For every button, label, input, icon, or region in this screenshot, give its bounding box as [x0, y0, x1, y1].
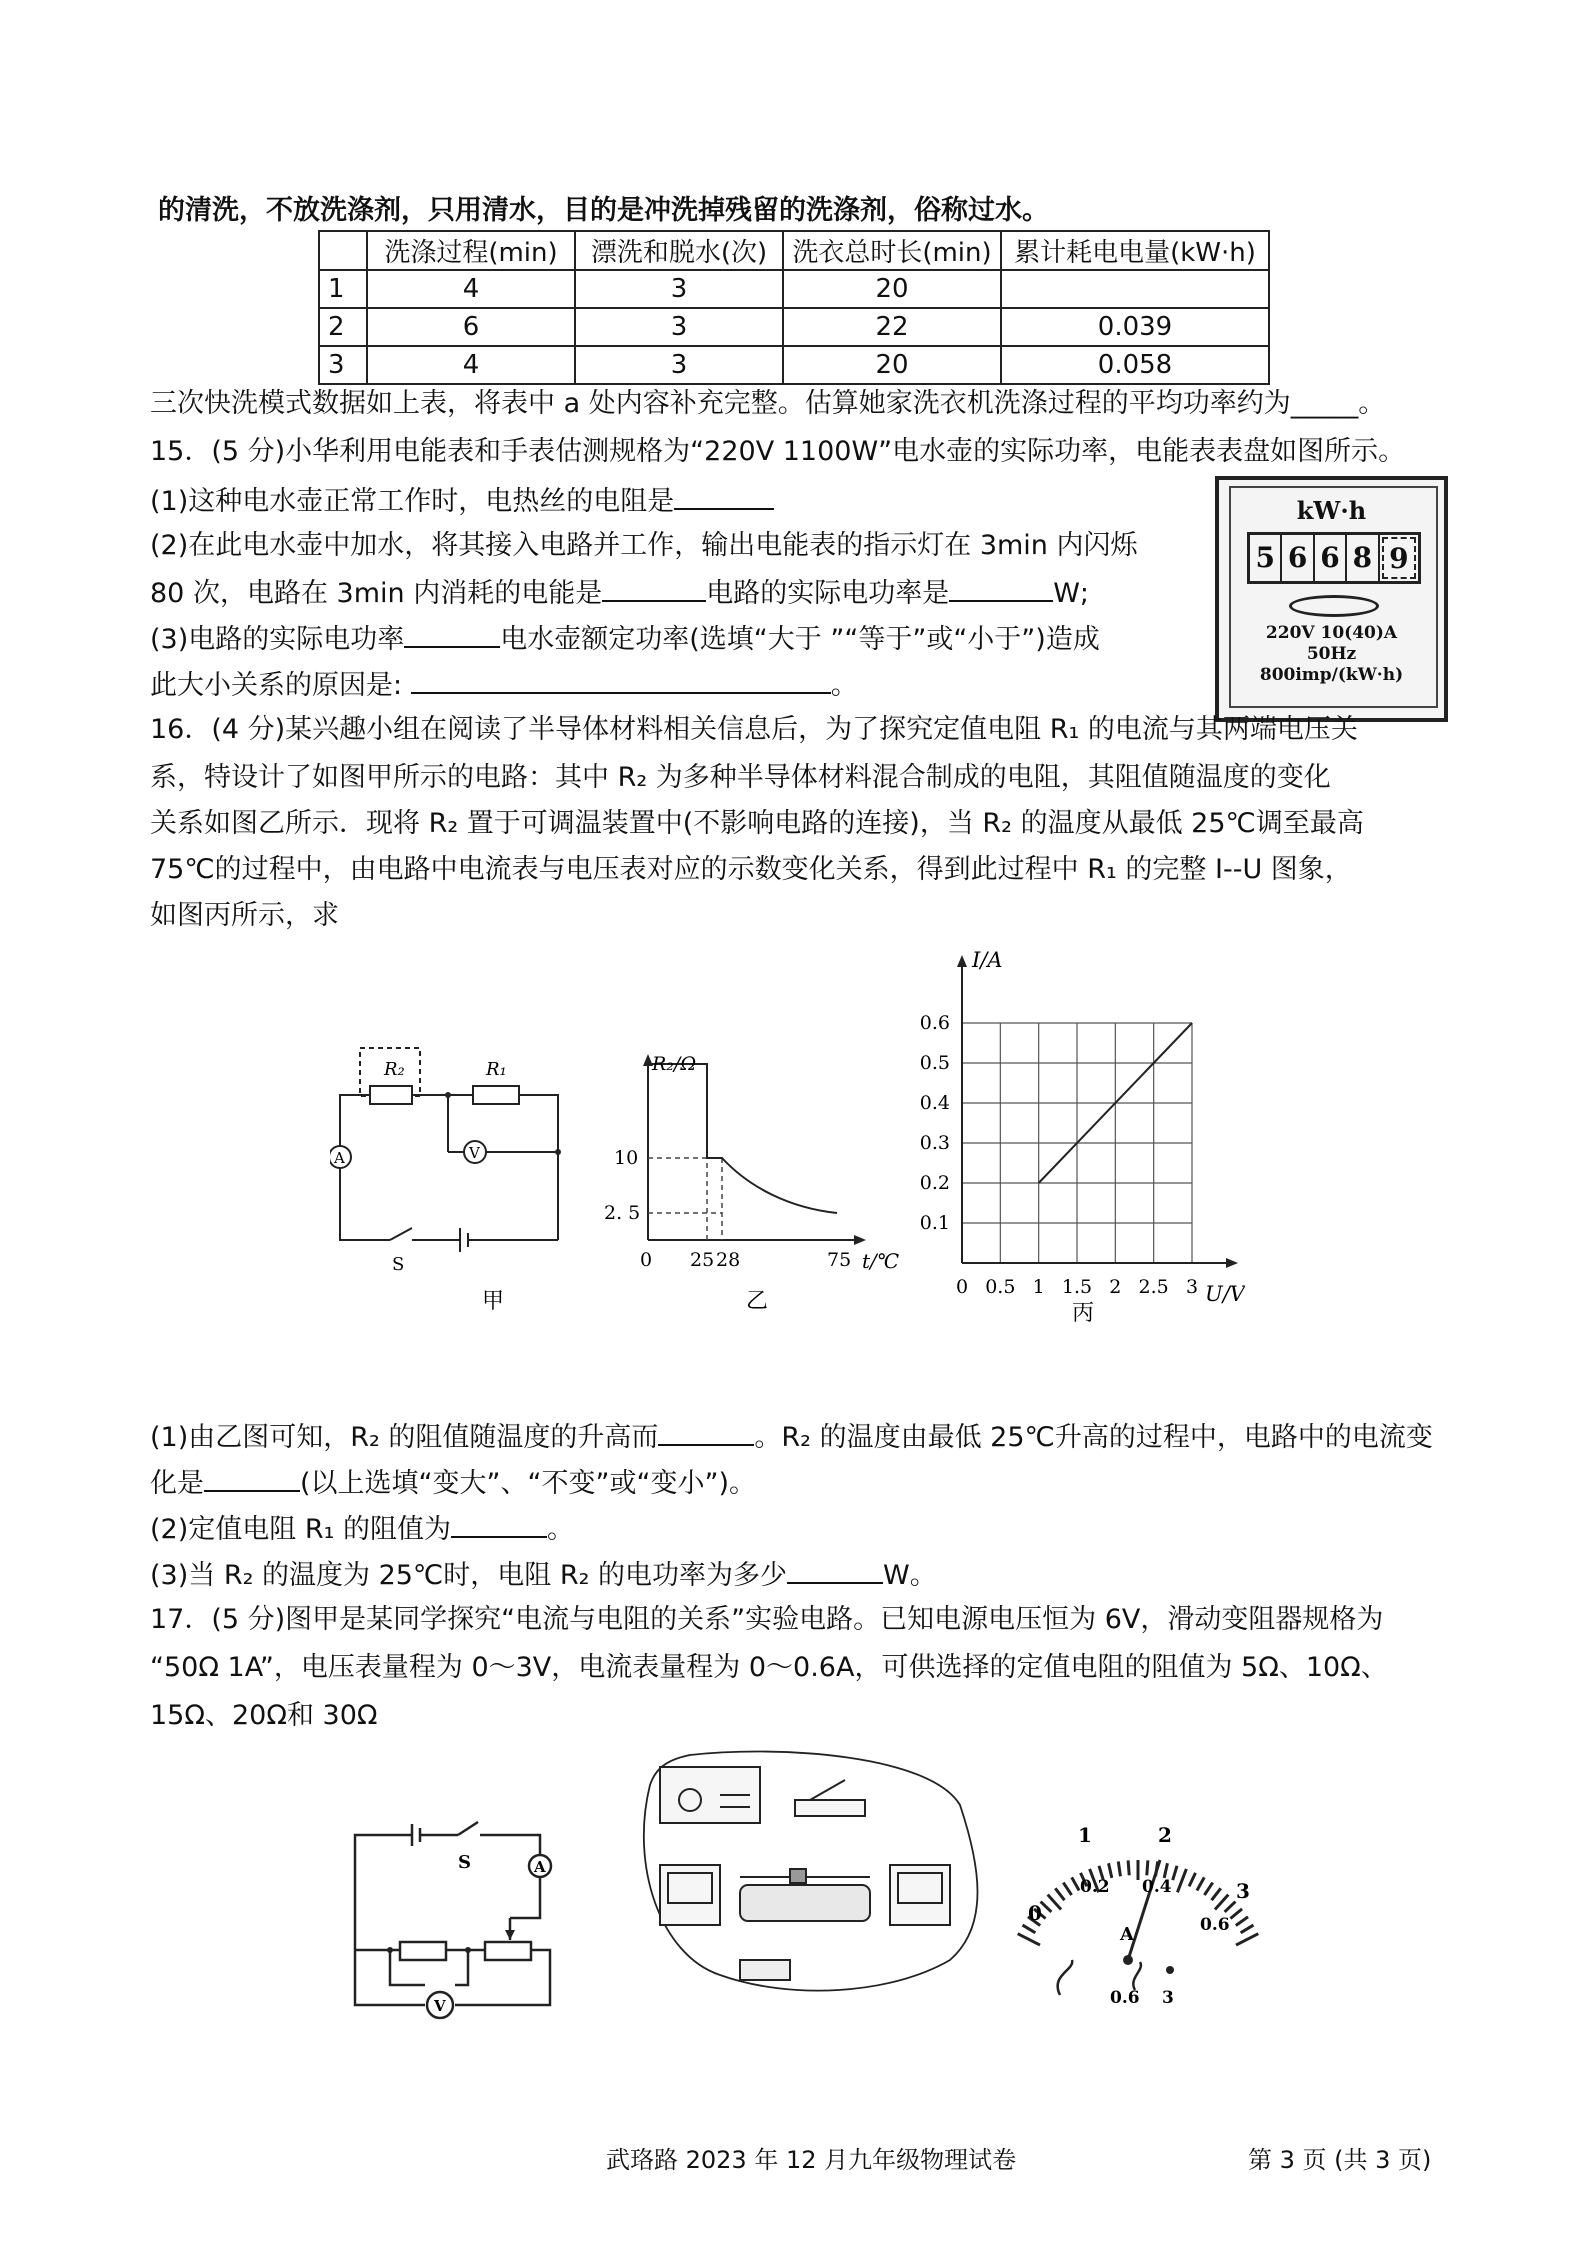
x-tick-label: 0.5	[985, 1276, 1016, 1298]
switch-label: S	[458, 1852, 471, 1873]
dial-tick	[1189, 1873, 1195, 1887]
figure-caption: 乙	[746, 1289, 769, 1314]
answer-blank[interactable]	[411, 666, 831, 694]
figure-caption: 丙	[1071, 1301, 1095, 1326]
table-row	[319, 308, 1269, 346]
table-row	[319, 346, 1269, 384]
terminal-label: 0.6	[1110, 1988, 1140, 2008]
answer-blank[interactable]	[204, 1464, 300, 1492]
dial-outer-label: 1	[1078, 1823, 1092, 1847]
q16-answer2	[150, 1510, 574, 1548]
q16-line3: 关系如图乙所示．现将 R₂ 置于可调温装置中(不影响电路的连接)，当 R₂ 的温度从最低 25℃调至最高	[150, 808, 1364, 839]
q16-line4: 75℃的过程中，由电路中电流表与电压表对应的示数变化关系，得到此过程中 R₁ 的完整 I--U 图象，	[150, 854, 1352, 885]
q15-part2a: (2)在此电水壶中加水，将其接入电路并工作，输出电能表的指示灯在 3min 内闪烁	[150, 530, 1138, 561]
dial-tick	[1204, 1883, 1212, 1895]
table-cell: 3	[575, 270, 783, 308]
dial-outer-label: 2	[1158, 1823, 1172, 1847]
q15-part3a	[150, 620, 1100, 658]
dial-outer-label: 3	[1236, 1879, 1250, 1903]
dial-tick	[1212, 1888, 1221, 1900]
q15-part3b-text2: 。	[830, 670, 858, 701]
y-axis-arrow	[957, 955, 967, 967]
dial-tick	[1197, 1877, 1204, 1890]
table-cell: 20	[783, 346, 1001, 384]
x-tick: 28	[716, 1249, 741, 1271]
answer-blank[interactable]	[949, 574, 1053, 602]
table-header-cell: 漂洗和脱水(次)	[575, 231, 783, 270]
q15-part2b-text3: W;	[1053, 578, 1089, 609]
answer-blank[interactable]	[787, 1556, 883, 1584]
meter-digit: 5	[1250, 535, 1282, 581]
r1-resistor	[473, 1086, 519, 1104]
table-cell	[1001, 270, 1269, 308]
q15-part3b	[150, 666, 858, 704]
ammeter-label: A	[534, 1858, 546, 1876]
table-cell: 20	[783, 270, 1001, 308]
answer-blank[interactable]	[658, 1418, 754, 1446]
dial-inner-label: 0.6	[1200, 1915, 1230, 1935]
dial-tick	[1063, 1883, 1071, 1895]
y-tick-label: 0.1	[919, 1212, 950, 1234]
x-tick-label: 1	[1032, 1276, 1045, 1298]
r2-curve	[648, 1064, 837, 1213]
q16-answer1b	[150, 1464, 756, 1502]
meter-digit: 8	[1347, 535, 1379, 581]
table-cell: 3	[319, 346, 367, 384]
switch-label: S	[392, 1254, 405, 1275]
y-tick-label: 0.6	[919, 1012, 950, 1034]
x-axis-label: U/V	[1205, 1282, 1245, 1306]
dial-tick	[1118, 1861, 1120, 1876]
ammeter-needle	[1128, 1860, 1160, 1960]
voltmeter-label: V	[469, 1144, 480, 1162]
q16-answer3	[150, 1556, 937, 1594]
r2-resistor	[370, 1086, 412, 1104]
q15-part3b-text1: 此大小关系的原因是:	[150, 670, 403, 701]
meter-spec-constant: 800imp/(kW·h)	[1259, 665, 1404, 685]
dial-tick	[1018, 1934, 1040, 1945]
rheostat-device	[740, 1885, 870, 1921]
x-tick-label: 2	[1109, 1276, 1122, 1298]
dial-tick	[1164, 1863, 1167, 1878]
dial-tick	[1215, 1895, 1228, 1910]
y-tick-label: 0.4	[919, 1092, 950, 1114]
table-cell: 0.058	[1001, 346, 1269, 384]
rheostat-slider	[790, 1869, 806, 1883]
table-cell: 2	[319, 308, 367, 346]
q16-answer1b-text2: (以上选填“变大”、“不变”或“变小”)。	[300, 1468, 756, 1499]
q16-answer3-text2: W。	[883, 1560, 937, 1591]
q16-answer1-text1: (1)由乙图可知，R₂ 的阻值随温度的升高而	[150, 1422, 659, 1453]
footer-title: 武珞路 2023 年 12 月九年级物理试卷	[606, 2146, 1017, 2174]
table-cell: 3	[575, 346, 783, 384]
meter-spec-rating: 220V 10(40)A	[1265, 623, 1398, 643]
graph-yi	[590, 1040, 920, 1320]
dial-unit-label: A	[1120, 1924, 1134, 1945]
q17-equipment-illustration	[630, 1745, 990, 2015]
x-tick: 0	[640, 1249, 653, 1271]
meter-digits	[1247, 532, 1421, 584]
q16-answer2-text2: 。	[547, 1514, 574, 1545]
switch-base	[795, 1800, 865, 1816]
q16-answer1b-text1: 化是	[150, 1468, 204, 1499]
dial-tick	[1048, 1895, 1061, 1910]
q15-part3a-text2: 电水壶额定功率(选填“大于 ”“等于”或“小于”)造成	[500, 624, 1100, 655]
x-tick-label: 1.5	[1061, 1276, 1093, 1298]
dial-tick	[1230, 1909, 1242, 1919]
ammeter-label: A	[334, 1149, 345, 1167]
r2-label: R₂	[384, 1059, 405, 1080]
x-tick: 75	[827, 1249, 852, 1271]
dial-tick	[1241, 1925, 1254, 1933]
q15-part3a-text1: (3)电路的实际电功率	[150, 624, 405, 655]
table-cell: 4	[367, 270, 575, 308]
ammeter-dial	[1010, 1820, 1270, 2020]
answer-blank[interactable]	[404, 620, 500, 648]
y-tick-label: 0.2	[919, 1172, 950, 1194]
q16-line1: 16．(4 分)某兴趣小组在阅读了半导体材料相关信息后，为了探究定值电阻 R₁ 的电流与其两端电压关	[150, 714, 1358, 745]
voltmeter-label: V	[434, 1997, 446, 2015]
q17-line3: 15Ω、20Ω和 30Ω	[150, 1700, 378, 1731]
q17-circuit-diagram	[350, 1810, 580, 2030]
meter-digit: 6	[1315, 535, 1347, 581]
chart-bing	[905, 945, 1245, 1335]
figure-caption: 甲	[482, 1289, 505, 1314]
y-axis-label: I/A	[972, 948, 1003, 972]
y-tick-label: 0.5	[919, 1052, 950, 1074]
meter-digit: 9	[1382, 537, 1416, 579]
dial-tick	[1128, 1860, 1129, 1875]
table-header-cell: 累计耗电电量(kW·h)	[1001, 231, 1269, 270]
meter-disc	[1289, 595, 1379, 617]
answer-blank[interactable]	[602, 574, 706, 602]
terminal-label: 3	[1162, 1988, 1174, 2008]
circuit-diagram-jia	[330, 1030, 580, 1340]
q16-answer2-text1: (2)定值电阻 R₁ 的阻值为	[150, 1514, 451, 1545]
dial-tick	[1225, 1902, 1236, 1912]
y-tick: 10	[614, 1147, 639, 1169]
q15-part1	[150, 482, 774, 520]
answer-blank[interactable]	[451, 1510, 547, 1538]
x-tick-label: 3	[1185, 1276, 1199, 1298]
x-axis-label: t/℃	[862, 1249, 900, 1273]
dial-outer-label: 0	[1028, 1901, 1042, 1925]
fixed-resistor	[400, 1942, 446, 1960]
q17-line1: 17．(5 分)图甲是某同学探究“电流与电阻的关系”实验电路。已知电源电压恒为 6V，滑动变阻器规格为	[150, 1604, 1384, 1635]
meter-spec-freq: 50Hz	[1306, 644, 1357, 664]
answer-blank[interactable]	[674, 482, 774, 510]
q16-answer1-text2: 。R₂ 的温度由最低 25℃升高的过程中，电路中的电流变	[754, 1422, 1433, 1453]
q15-part2b	[150, 574, 1089, 612]
x-tick-label: 2.5	[1138, 1276, 1169, 1298]
table-header-row	[319, 231, 1269, 270]
q15-part2b-text1: 80 次，电路在 3min 内消耗的电能是	[150, 578, 603, 609]
table-header-cell	[319, 231, 367, 270]
after-table-text: 三次快洗模式数据如上表，将表中 a 处内容补充完整。估算她家洗衣机洗涤过程的平均功率约为_____。	[150, 388, 1386, 419]
table-cell: 22	[783, 308, 1001, 346]
y-tick-label: 0.3	[919, 1132, 950, 1154]
q16-answer1	[150, 1418, 1433, 1456]
q16-answer3-text1: (3)当 R₂ 的温度为 25℃时，电阻 R₂ 的电功率为多少	[150, 1560, 788, 1591]
dial-tick	[1072, 1877, 1079, 1890]
table-header-cell: 洗衣总时长(min)	[783, 231, 1001, 270]
dial-tick	[1023, 1925, 1036, 1933]
table-row	[319, 270, 1269, 308]
table-cell: 6	[367, 308, 575, 346]
q15-stem: 15．(5 分)小华利用电能表和手表估测规格为“220V 1100W”电水壶的实际功率，电能表表盘如图所示。	[150, 436, 1406, 467]
dial-tick	[1236, 1934, 1258, 1945]
r1-label: R₁	[486, 1059, 507, 1080]
dial-tick	[1055, 1888, 1064, 1900]
dial-inner-label: 0.4	[1142, 1877, 1172, 1897]
table-header-cell: 洗涤过程(min)	[367, 231, 575, 270]
page-number: 第 3 页 (共 3 页)	[1248, 2146, 1432, 2174]
x-tick: 25	[690, 1249, 715, 1271]
q16-line2: 系，特设计了如图甲所示的电路：其中 R₂ 为多种半导体材料混合制成的电阻，其阻值随温度的变化	[150, 762, 1331, 793]
electric-meter	[1215, 476, 1448, 722]
q17-line2: “50Ω 1A”，电压表量程为 0～3V，电流表量程为 0～0.6A，可供选择的定值电阻的阻值为 5Ω、10Ω、	[150, 1652, 1388, 1683]
dial-inner-label: 0.2	[1080, 1877, 1110, 1897]
dial-tick	[1041, 1902, 1052, 1912]
dial-tick	[1109, 1863, 1112, 1878]
meter-digit: 6	[1282, 535, 1314, 581]
q16-line5: 如图丙所示，求	[150, 900, 339, 931]
dial-tick	[1236, 1917, 1248, 1926]
wash-data-table	[318, 230, 1270, 385]
meter-unit: kW·h	[1296, 496, 1367, 525]
x-axis-arrow	[1226, 1258, 1238, 1268]
rheostat	[485, 1942, 531, 1960]
y-tick: 2. 5	[604, 1202, 641, 1224]
table-cell: 4	[367, 346, 575, 384]
y-axis-label: R₂/Ω	[652, 1053, 697, 1075]
q15-part1-text: (1)这种电水壶正常工作时，电热丝的电阻是	[150, 486, 675, 517]
dial-tick	[1173, 1866, 1177, 1880]
table-cell: 0.039	[1001, 308, 1269, 346]
dial-tick	[1177, 1869, 1186, 1892]
resistor-device	[740, 1960, 790, 1980]
table-cell: 3	[575, 308, 783, 346]
x-tick-label: 0	[955, 1276, 969, 1298]
intro-line: 的清洗，不放洗涤剂，只用清水，目的是冲洗掉残留的洗涤剂，俗称过水。	[158, 195, 1049, 226]
dial-tick	[1147, 1860, 1148, 1875]
q15-part2b-text2: 电路的实际电功率是	[706, 578, 950, 609]
table-cell: 1	[319, 270, 367, 308]
